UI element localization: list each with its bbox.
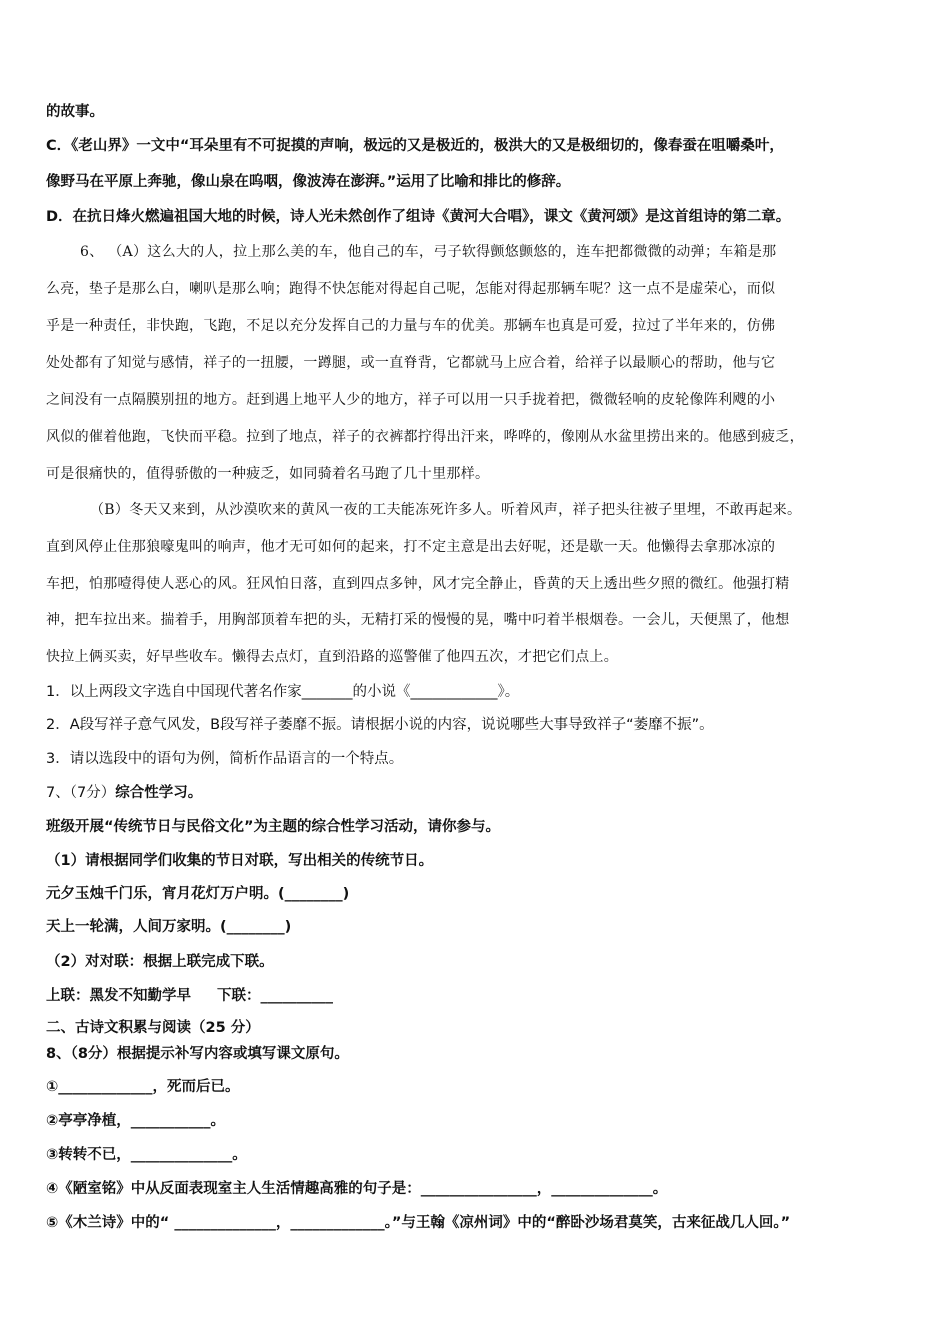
couplet-1: 元夕玉烛千门乐，宵月花灯万户明。(________) bbox=[46, 886, 350, 902]
lower-couplet-blank: 下联：__________ bbox=[217, 988, 333, 1004]
question-7-title: 综合性学习。 bbox=[115, 785, 203, 801]
passage-a-line: 6、 （A）这么大的人，拉上那么美的车，他自己的车，弓子软得颤悠颤悠的，连车把都微微的动弹；车箱是那 bbox=[80, 244, 777, 260]
fill-item-1: ①_____________，死而后已。 bbox=[46, 1079, 240, 1095]
question-1: 1．以上两段文字选自中国现代著名作家_______的小说《____________》。 bbox=[46, 684, 520, 700]
passage-a-line: 之间没有一点隔膜别扭的地方。赶到遇上地平人少的地方，祥子可以用一只手拢着把，微微轻响的皮轮像阵利飕的小 bbox=[46, 392, 776, 408]
upper-couplet: 上联：黑发不知勤学早 bbox=[46, 988, 191, 1004]
passage-a-line: 么亮，垫子是那么白，喇叭是那么响；跑得不快怎能对得起自己呢，怎能对得起那辆车呢？这一点不是虚荣心，而似 bbox=[46, 281, 776, 297]
text-line: 的故事。 bbox=[46, 104, 104, 120]
fill-item-3: ③转转不已，______________。 bbox=[46, 1147, 247, 1163]
option-c-line-2: 像野马在平原上奔驰，像山泉在呜咽，像波涛在澎湃。”运用了比喻和排比的修辞。 bbox=[46, 174, 571, 190]
question-7-number: 7、（7分） bbox=[46, 785, 116, 801]
passage-b-line: 车把，怕那噎得使人恶心的风。狂风怕日落，直到四点多钟，风才完全静止，昏黄的天上透出些夕照的微红。他强打精 bbox=[46, 576, 790, 592]
activity-intro: 班级开展“传统节日与民俗文化”为主题的综合性学习活动，请你参与。 bbox=[46, 819, 501, 835]
section-2-heading: 二、古诗文积累与阅读（25 分） bbox=[46, 1020, 260, 1036]
question-7-heading bbox=[46, 782, 916, 804]
passage-b-line: 快拉上俩买卖，好早些收车。懒得去点灯，直到沿路的巡警催了他四五次，才把它们点上。 bbox=[46, 649, 618, 665]
option-d-line: D．在抗日烽火燃遍祖国大地的时候，诗人光未然创作了组诗《黄河大合唱》，课文《黄河颂》是这首组诗的第二章。 bbox=[46, 209, 791, 225]
couplet-2: 天上一轮满，人间万家明。(________) bbox=[46, 919, 292, 935]
sub-question-2: （2）对对联：根据上联完成下联。 bbox=[46, 954, 274, 970]
sub-question-1: （1）请根据同学们收集的节日对联，写出相关的传统节日。 bbox=[46, 853, 434, 869]
question-2: 2．A段写祥子意气风发，B段写祥子萎靡不振。请根据小说的内容，说说哪些大事导致祥子“萎靡不振”。 bbox=[46, 717, 714, 733]
fill-item-4: ④《陋室铭》中从反面表现室主人生活情趣高雅的句子是：________________，______________。 bbox=[46, 1181, 668, 1197]
passage-a-line: 处处都有了知觉与感情，祥子的一扭腰，一蹲腿，或一直脊背，它都就马上应合着，给祥子以最顺心的帮助，他与它 bbox=[46, 355, 776, 371]
passage-a-line: 风似的催着他跑，飞快而平稳。拉到了地点，祥子的衣裤都拧得出汗来，哗哗的，像刚从水盆里捞出来的。他感到疲乏， bbox=[46, 429, 804, 445]
option-c-line-1: C．《老山界》一文中“耳朵里有不可捉摸的声响，极远的又是极近的，极洪大的又是极细切的，像春蚕在咀嚼桑叶， bbox=[46, 138, 784, 154]
passage-b-line: （B）冬天又来到，从沙漠吹来的黄风一夜的工夫能冻死许多人。听着风声，祥子把头往被子里埋，不敢再起来。 bbox=[90, 502, 802, 518]
passage-b-line: 神，把车拉出来。揣着手，用胸部顶着车把的头，无精打采的慢慢的晃，嘴中叼着半根烟卷。一会儿，天便黑了，他想 bbox=[46, 612, 790, 628]
question-3: 3．请以选段中的语句为例，简析作品语言的一个特点。 bbox=[46, 751, 404, 767]
fill-item-5: ⑤《木兰诗》中的“ ______________，_____________。”与王翰《凉州词》中的“醉卧沙场君莫笑，古来征战几人回。” bbox=[46, 1215, 791, 1231]
passage-b-line: 直到风停止住那狼嚎鬼叫的响声，他才无可如何的起来，打不定主意是出去好呢，还是歇一天。他懒得去拿那冰凉的 bbox=[46, 539, 776, 555]
question-8: 8、（8分）根据提示补写内容或填写课文原句。 bbox=[46, 1046, 349, 1062]
couplet-pair bbox=[46, 985, 916, 1007]
fill-item-2: ②亭亭净植，___________。 bbox=[46, 1113, 226, 1129]
passage-a-line: 乎是一种责任，非快跑，飞跑，不足以充分发挥自己的力量与车的优美。那辆车也真是可爱，拉过了半年来的，仿佛 bbox=[46, 318, 776, 334]
passage-a-line: 可是很痛快的，值得骄傲的一种疲乏，如同骑着名马跑了几十里那样。 bbox=[46, 466, 490, 482]
